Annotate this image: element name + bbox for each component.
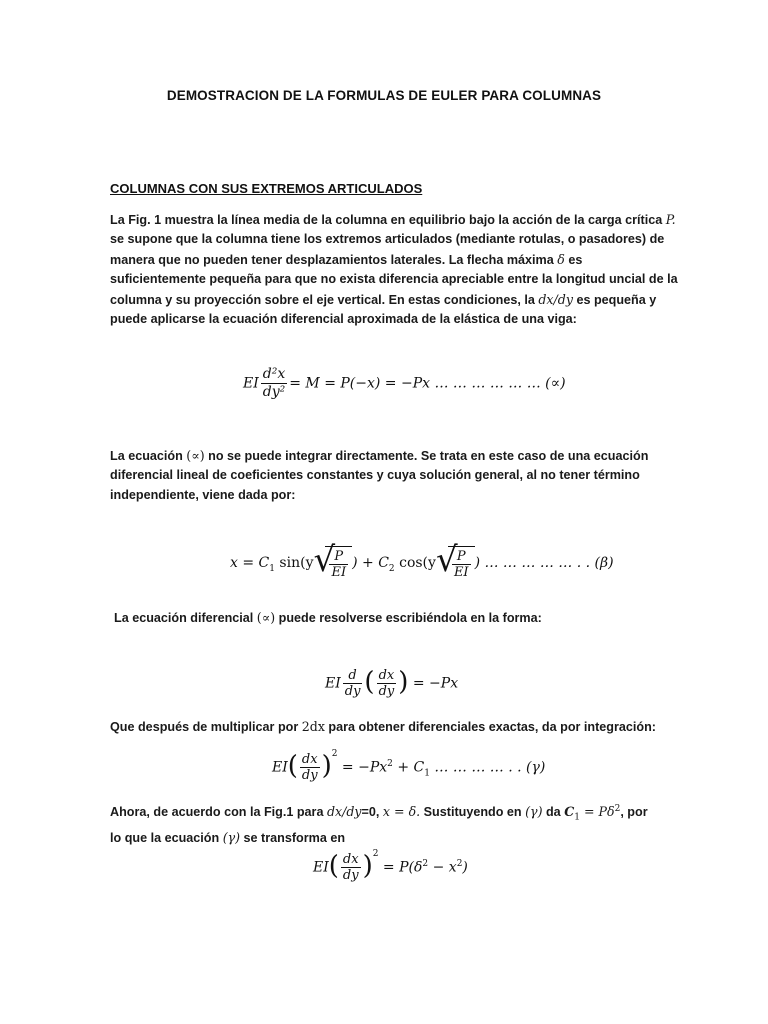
equation-transformed: EI( $\frac{dx}{dy}$ )$^2 = P(\delta^2 - x^2)$ [313, 848, 468, 883]
paragraph-line: manera que no pueden tener desplazamientos laterales. La flecha máxima δ es [110, 251, 583, 267]
paragraph-form [114, 608, 674, 628]
square-root: √ $\frac{P}{EI}$ [436, 546, 475, 580]
paragraph-multiply [110, 717, 670, 737]
paragraph-line: La Fig. 1 muestra la línea media de la columna en equilibrio bajo la acción de la carga crítica P. [110, 212, 676, 227]
paragraph-line: puede aplicarse la ecuación diferencial aproximada de la elástica de una viga: [110, 312, 577, 327]
paragraph-line: Ahora, de acuerdo con la Fig.1 para dx/dy=0, x = δ. Sustituyendo en (γ) da $C_1 = P\delta^2$, por [110, 804, 648, 823]
paragraph-line: lo que la ecuación (γ) se transforma en [110, 830, 346, 846]
square-root: √ $\frac{P}{EI}$ [313, 546, 352, 580]
paragraph-line: independiente, viene dada por: [110, 487, 296, 502]
equation-beta: $x = C_1$ sin(y √ $\frac{P}{EI}$ ) + $C_2$ cos(y √ $\frac{P}{EI}$ ) … … … … … . . (β) [230, 540, 614, 580]
fraction: $\frac{P}{EI}$ [331, 549, 347, 580]
fraction: $\frac{dx}{dy}$ [378, 668, 395, 699]
section-heading: COLUMNAS CON SUS EXTREMOS ARTICULADOS [110, 181, 423, 196]
equation-alpha: EI $\frac{\text{d²x}}{\text{dy²}}$ = M = P(−x) = −Px … … … … … … (∝) [243, 366, 566, 400]
paragraph-line: diferencial lineal de coeficientes constantes y cuya solución general, al no tener término [110, 468, 640, 483]
paragraph-line: se supone que la columna tiene los extremos articulados (mediante rotulas, o pasadores) de [110, 232, 665, 247]
fraction: $\frac{d}{dy}$ [344, 668, 361, 699]
paragraph-line: columna y su proyección sobre el eje vertical. En estas condiciones, la dx/dy es pequeña y [110, 291, 657, 307]
paragraph-line: Que después de multiplicar por 2dx para obtener diferenciales exactas, da por integración: [110, 719, 656, 734]
paragraph-boundary [110, 800, 670, 849]
paragraph-integration [110, 446, 670, 505]
paragraph-line: La ecuación diferencial (∝) puede resolverse escribiéndola en la forma: [114, 610, 542, 625]
paragraph-line: suficientemente pequeña para que no exista diferencia apreciable entre la longitud uncial de la [110, 272, 678, 287]
equation-differential-form: EI $\frac{d}{dy}$ ( $\frac{dx}{dy}$ ) = −Px [325, 666, 459, 699]
fraction: $\frac{P}{EI}$ [453, 549, 469, 580]
document-title: DEMOSTRACION DE LA FORMULAS DE EULER PARA COLUMNAS [166, 88, 602, 103]
equation-gamma: EI( $\frac{dx}{dy}$ )$^2 = -Px^2 + C_1$ … … … … . . (γ) [272, 748, 546, 783]
fraction: $\frac{dx}{dy}$ [301, 752, 318, 783]
fraction: $\frac{dx}{dy}$ [342, 852, 359, 883]
paragraph-intro [110, 210, 678, 329]
paragraph-line: La ecuación (∝) no se puede integrar directamente. Se trata en este caso de una ecuación [110, 448, 649, 463]
fraction: $\frac{\text{d²x}}{\text{dy²}}$ [262, 366, 286, 400]
